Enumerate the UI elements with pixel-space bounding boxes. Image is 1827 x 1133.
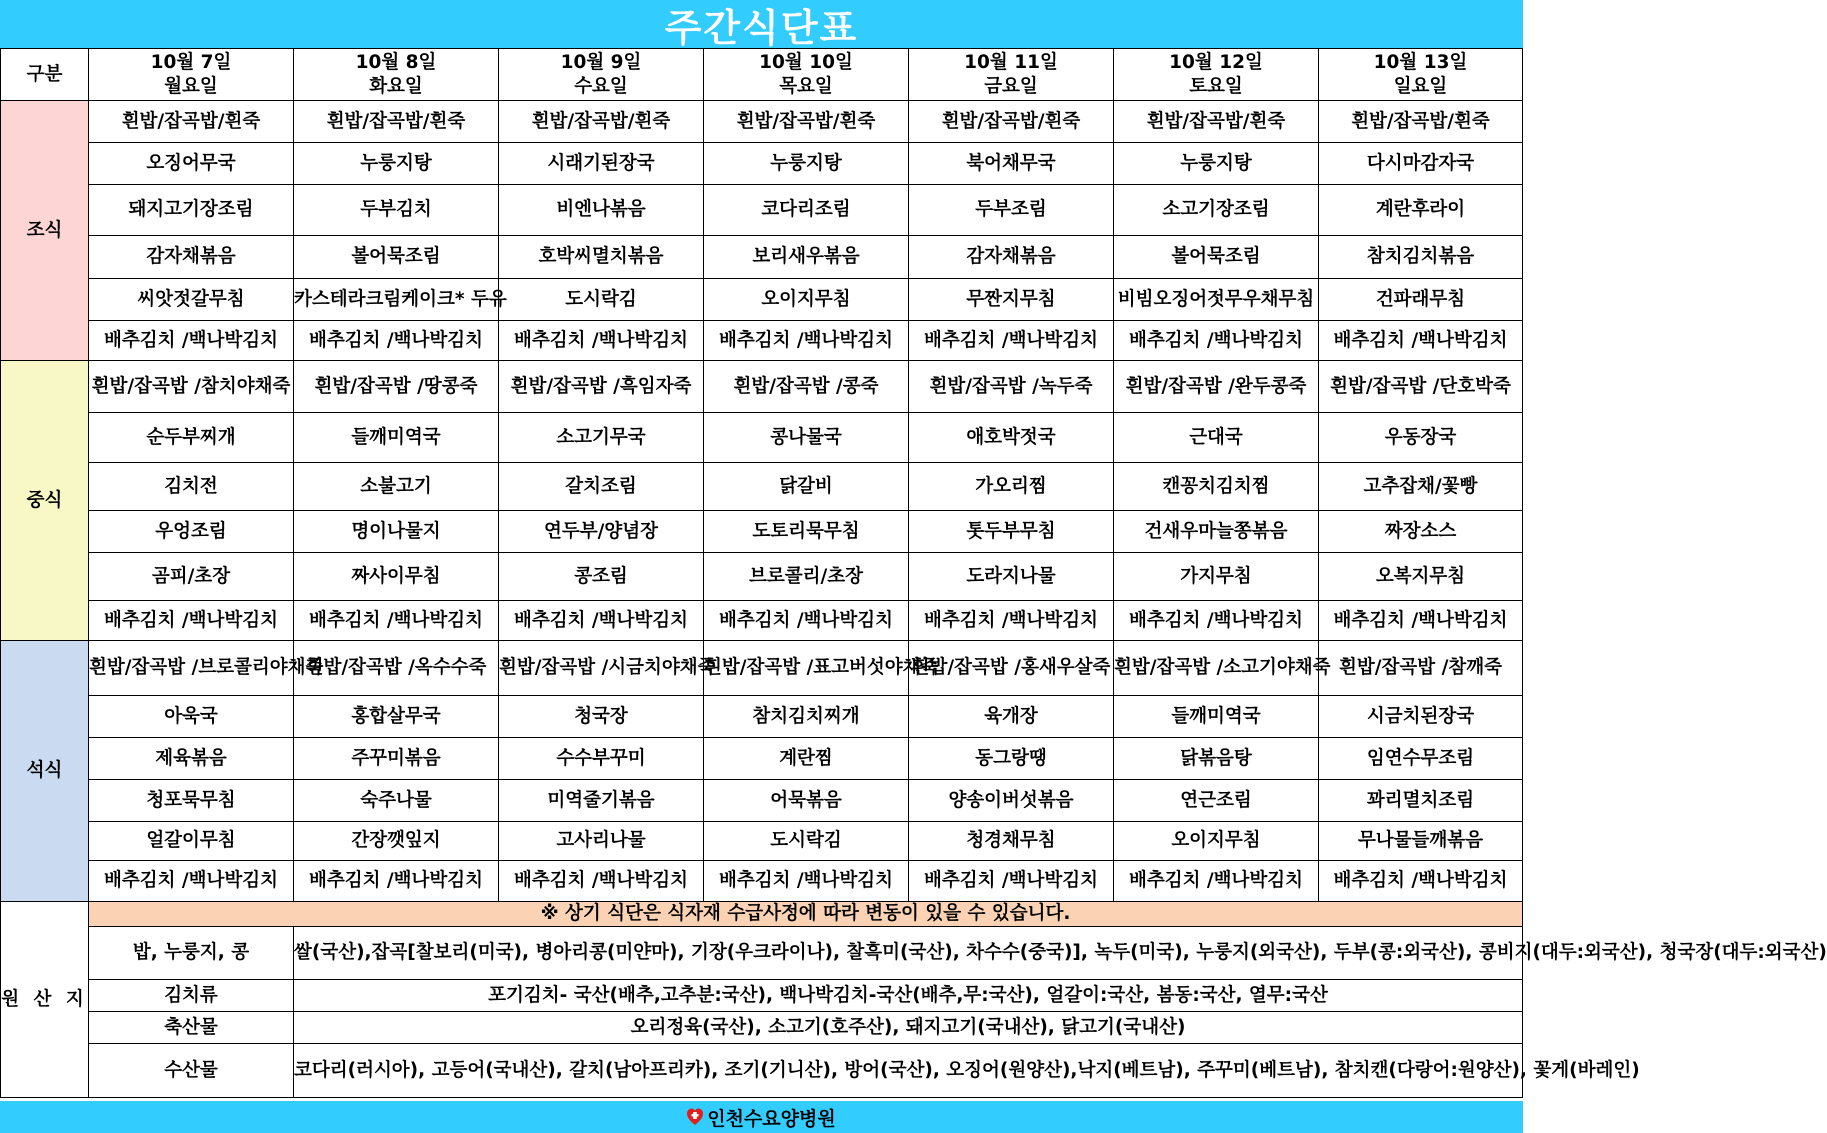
menu-item: 곰피/초장 bbox=[89, 553, 294, 601]
menu-item: 흰밥/잡곡밥 /녹두죽 bbox=[909, 361, 1114, 413]
menu-item: 배추김치 /백나박김치 bbox=[1319, 321, 1523, 361]
day-header-wed bbox=[499, 49, 704, 101]
menu-item: 청국장 bbox=[499, 696, 704, 738]
origin-label: 원 산 지 bbox=[1, 902, 89, 1098]
menu-item: 참치김치찌개 bbox=[704, 696, 909, 738]
menu-item: 청경채무침 bbox=[909, 822, 1114, 861]
menu-item: 누룽지탕 bbox=[294, 143, 499, 185]
menu-item: 배추김치 /백나박김치 bbox=[1319, 601, 1523, 641]
origin-category: 밥, 누룽지, 콩 bbox=[89, 927, 294, 980]
menu-item: 씨앗젓갈무침 bbox=[89, 279, 294, 321]
dinner-label: 석식 bbox=[1, 641, 89, 902]
dinner-row bbox=[1, 641, 1523, 696]
menu-item: 배추김치 /백나박김치 bbox=[89, 861, 294, 902]
menu-item: 흰밥/잡곡밥 /완두콩죽 bbox=[1114, 361, 1319, 413]
menu-item: 볼어묵조림 bbox=[1114, 236, 1319, 279]
day-header-tue bbox=[294, 49, 499, 101]
menu-item: 양송이버섯볶음 bbox=[909, 780, 1114, 822]
lunch-row bbox=[1, 553, 1523, 601]
menu-item: 배추김치 /백나박김치 bbox=[1319, 861, 1523, 902]
menu-item: 배추김치 /백나박김치 bbox=[294, 601, 499, 641]
menu-item: 도시락김 bbox=[704, 822, 909, 861]
date-label: 10월 11일 bbox=[964, 51, 1058, 73]
menu-item: 콩조림 bbox=[499, 553, 704, 601]
weekly-menu-table bbox=[0, 48, 1827, 1098]
menu-item: 흰밥/잡곡밥/흰죽 bbox=[89, 101, 294, 143]
dinner-row bbox=[1, 780, 1523, 822]
menu-item: 미역줄기볶음 bbox=[499, 780, 704, 822]
day-header-sun bbox=[1319, 49, 1523, 101]
origin-row bbox=[1, 927, 1523, 980]
menu-item: 두부조림 bbox=[909, 185, 1114, 236]
menu-item: 두부김치 bbox=[294, 185, 499, 236]
menu-item: 흰밥/잡곡밥 /옥수수죽 bbox=[294, 641, 499, 696]
menu-item: 흰밥/잡곡밥 /시금치야채죽 bbox=[499, 641, 704, 696]
menu-item: 비빔오징어젓무우채무침 bbox=[1114, 279, 1319, 321]
date-label: 10월 13일 bbox=[1373, 51, 1468, 73]
menu-item: 흰밥/잡곡밥 /단호박죽 bbox=[1319, 361, 1523, 413]
page-title: 주간식단표 bbox=[0, 0, 1523, 48]
breakfast-row bbox=[1, 101, 1523, 143]
menu-item: 호박씨멸치볶음 bbox=[499, 236, 704, 279]
menu-item: 참치김치볶음 bbox=[1319, 236, 1523, 279]
menu-item: 꽈리멸치조림 bbox=[1319, 780, 1523, 822]
menu-item: 짜장소스 bbox=[1319, 511, 1523, 553]
menu-item: 배추김치 /백나박김치 bbox=[704, 321, 909, 361]
lunch-label: 중식 bbox=[1, 361, 89, 641]
menu-item: 캔꽁치김치찜 bbox=[1114, 463, 1319, 511]
origin-row bbox=[1, 980, 1523, 1012]
date-label: 10월 8일 bbox=[355, 51, 437, 73]
menu-item: 아욱국 bbox=[89, 696, 294, 738]
menu-item: 배추김치 /백나박김치 bbox=[499, 601, 704, 641]
menu-item: 흰밥/잡곡밥/흰죽 bbox=[499, 101, 704, 143]
menu-item: 배추김치 /백나박김치 bbox=[294, 321, 499, 361]
origin-row bbox=[1, 1012, 1523, 1044]
menu-item: 흰밥/잡곡밥 /콩죽 bbox=[704, 361, 909, 413]
weekday-label: 월요일 bbox=[164, 75, 218, 97]
date-label: 10월 9일 bbox=[560, 51, 642, 73]
weekday-label: 토요일 bbox=[1189, 75, 1243, 97]
menu-item: 도토리묵무침 bbox=[704, 511, 909, 553]
day-header-thu bbox=[704, 49, 909, 101]
origin-detail: 오리정육(국산), 소고기(호주산), 돼지고기(국내산), 닭고기(국내산) bbox=[294, 1012, 1523, 1044]
menu-item: 흰밥/잡곡밥 /홍새우살죽 bbox=[909, 641, 1114, 696]
menu-item: 주꾸미볶음 bbox=[294, 738, 499, 780]
menu-item: 배추김치 /백나박김치 bbox=[499, 861, 704, 902]
menu-item: 누룽지탕 bbox=[1114, 143, 1319, 185]
menu-item: 배추김치 /백나박김치 bbox=[89, 601, 294, 641]
menu-item: 흰밥/잡곡밥/흰죽 bbox=[909, 101, 1114, 143]
origin-category: 축산물 bbox=[89, 1012, 294, 1044]
menu-item: 시래기된장국 bbox=[499, 143, 704, 185]
menu-item: 동그랑땡 bbox=[909, 738, 1114, 780]
menu-item: 명이나물지 bbox=[294, 511, 499, 553]
lunch-row bbox=[1, 511, 1523, 553]
menu-item: 건새우마늘쫑볶음 bbox=[1114, 511, 1319, 553]
menu-item: 브로콜리/초장 bbox=[704, 553, 909, 601]
menu-item: 누룽지탕 bbox=[704, 143, 909, 185]
menu-item: 어묵볶음 bbox=[704, 780, 909, 822]
menu-item: 흰밥/잡곡밥 /소고기야채죽 bbox=[1114, 641, 1319, 696]
menu-item: 소고기무국 bbox=[499, 413, 704, 463]
menu-item: 가지무침 bbox=[1114, 553, 1319, 601]
menu-item: 오복지무침 bbox=[1319, 553, 1523, 601]
menu-item: 고추잡채/꽃빵 bbox=[1319, 463, 1523, 511]
origin-detail: 포기김치- 국산(배추,고추분:국산), 백나박김치-국산(배추,무:국산), 얼갈이:국산, 봄동:국산, 열무:국산 bbox=[294, 980, 1523, 1012]
menu-item: 김치전 bbox=[89, 463, 294, 511]
weekday-label: 목요일 bbox=[779, 75, 833, 97]
menu-item: 돼지고기장조림 bbox=[89, 185, 294, 236]
menu-item: 소불고기 bbox=[294, 463, 499, 511]
menu-item: 배추김치 /백나박김치 bbox=[89, 321, 294, 361]
menu-item: 배추김치 /백나박김치 bbox=[1114, 321, 1319, 361]
menu-item: 배추김치 /백나박김치 bbox=[909, 321, 1114, 361]
menu-item: 흰밥/잡곡밥 /참깨죽 bbox=[1319, 641, 1523, 696]
breakfast-row bbox=[1, 236, 1523, 279]
hospital-name: 인천수요양병원 bbox=[707, 1107, 836, 1130]
header-row bbox=[1, 49, 1523, 101]
menu-item: 흰밥/잡곡밥 /참치야채죽 bbox=[89, 361, 294, 413]
menu-item: 비엔나볶음 bbox=[499, 185, 704, 236]
menu-item: 연근조림 bbox=[1114, 780, 1319, 822]
menu-item: 애호박젓국 bbox=[909, 413, 1114, 463]
menu-item: 배추김치 /백나박김치 bbox=[294, 861, 499, 902]
menu-item: 청포묵무침 bbox=[89, 780, 294, 822]
menu-item: 근대국 bbox=[1114, 413, 1319, 463]
day-header-mon bbox=[89, 49, 294, 101]
origin-detail: 쌀(국산),잡곡[찰보리(미국), 병아리콩(미얀마), 기장(우크라이나), 찰흑미(국산), 차수수(중국)], 녹두(미국), 누룽지(외국산), 두부(콩:외국산), 콩비지(대두:외국산), 청국장(대두:외국산) bbox=[294, 927, 1523, 980]
origin-row bbox=[1, 1044, 1523, 1098]
menu-item: 무나물들깨볶음 bbox=[1319, 822, 1523, 861]
menu-item: 도시락김 bbox=[499, 279, 704, 321]
menu-item: 배추김치 /백나박김치 bbox=[499, 321, 704, 361]
menu-item: 수수부꾸미 bbox=[499, 738, 704, 780]
weekday-label: 수요일 bbox=[574, 75, 628, 97]
menu-item: 고사리나물 bbox=[499, 822, 704, 861]
menu-item: 시금치된장국 bbox=[1319, 696, 1523, 738]
menu-item: 배추김치 /백나박김치 bbox=[1114, 861, 1319, 902]
menu-item: 가오리찜 bbox=[909, 463, 1114, 511]
menu-item: 오징어무국 bbox=[89, 143, 294, 185]
origin-category: 수산물 bbox=[89, 1044, 294, 1098]
menu-item: 임연수무조림 bbox=[1319, 738, 1523, 780]
menu-item: 카스테라크림케이크* 두유 bbox=[294, 279, 499, 321]
menu-item: 콩나물국 bbox=[704, 413, 909, 463]
weekday-label: 화요일 bbox=[369, 75, 423, 97]
menu-item: 계란찜 bbox=[704, 738, 909, 780]
menu-change-notice: ※ 상기 식단은 식자재 수급사정에 따라 변동이 있을 수 있습니다. bbox=[89, 902, 1523, 927]
menu-item: 코다리조림 bbox=[704, 185, 909, 236]
menu-item: 무짠지무침 bbox=[909, 279, 1114, 321]
menu-item: 흰밥/잡곡밥/흰죽 bbox=[294, 101, 499, 143]
menu-item: 오이지무침 bbox=[1114, 822, 1319, 861]
menu-item: 우동장국 bbox=[1319, 413, 1523, 463]
menu-item: 흰밥/잡곡밥 /흑임자죽 bbox=[499, 361, 704, 413]
day-header-fri bbox=[909, 49, 1114, 101]
menu-item: 들깨미역국 bbox=[294, 413, 499, 463]
date-label: 10월 10일 bbox=[759, 51, 853, 73]
menu-item: 흰밥/잡곡밥/흰죽 bbox=[1319, 101, 1523, 143]
lunch-row bbox=[1, 601, 1523, 641]
menu-item: 흰밥/잡곡밥 /땅콩죽 bbox=[294, 361, 499, 413]
menu-item: 닭볶음탕 bbox=[1114, 738, 1319, 780]
menu-item: 배추김치 /백나박김치 bbox=[909, 861, 1114, 902]
menu-item: 톳두부무침 bbox=[909, 511, 1114, 553]
dinner-row bbox=[1, 696, 1523, 738]
breakfast-label: 조식 bbox=[1, 101, 89, 361]
menu-item: 홍합살무국 bbox=[294, 696, 499, 738]
hospital-heart-logo-icon bbox=[687, 1108, 703, 1126]
breakfast-row bbox=[1, 279, 1523, 321]
menu-item: 흰밥/잡곡밥/흰죽 bbox=[1114, 101, 1319, 143]
menu-item: 간장깻잎지 bbox=[294, 822, 499, 861]
lunch-row bbox=[1, 361, 1523, 413]
notice-row bbox=[1, 902, 1523, 927]
menu-item: 소고기장조림 bbox=[1114, 185, 1319, 236]
menu-item: 볼어묵조림 bbox=[294, 236, 499, 279]
menu-item: 육개장 bbox=[909, 696, 1114, 738]
breakfast-row bbox=[1, 185, 1523, 236]
menu-item: 감자채볶음 bbox=[89, 236, 294, 279]
menu-item: 감자채볶음 bbox=[909, 236, 1114, 279]
menu-item: 갈치조림 bbox=[499, 463, 704, 511]
menu-item: 제육볶음 bbox=[89, 738, 294, 780]
origin-category: 김치류 bbox=[89, 980, 294, 1012]
date-label: 10월 7일 bbox=[150, 51, 232, 73]
menu-item: 보리새우볶음 bbox=[704, 236, 909, 279]
menu-item: 짜사이무침 bbox=[294, 553, 499, 601]
menu-item: 연두부/양념장 bbox=[499, 511, 704, 553]
lunch-row bbox=[1, 413, 1523, 463]
dinner-row bbox=[1, 822, 1523, 861]
weekday-label: 일요일 bbox=[1393, 75, 1448, 97]
menu-item: 닭갈비 bbox=[704, 463, 909, 511]
menu-item: 도라지나물 bbox=[909, 553, 1114, 601]
menu-item: 다시마감자국 bbox=[1319, 143, 1523, 185]
menu-item: 흰밥/잡곡밥 /표고버섯야채죽 bbox=[704, 641, 909, 696]
day-header-sat bbox=[1114, 49, 1319, 101]
menu-item: 건파래무침 bbox=[1319, 279, 1523, 321]
menu-item: 흰밥/잡곡밥 /브로콜리야채죽 bbox=[89, 641, 294, 696]
menu-item: 배추김치 /백나박김치 bbox=[704, 601, 909, 641]
dinner-row bbox=[1, 738, 1523, 780]
menu-item: 얼갈이무침 bbox=[89, 822, 294, 861]
footer bbox=[0, 1101, 1523, 1133]
menu-item: 배추김치 /백나박김치 bbox=[909, 601, 1114, 641]
date-label: 10월 12일 bbox=[1169, 51, 1263, 73]
category-header: 구분 bbox=[1, 49, 89, 101]
menu-item: 숙주나물 bbox=[294, 780, 499, 822]
weekday-label: 금요일 bbox=[984, 75, 1038, 97]
menu-item: 우엉조림 bbox=[89, 511, 294, 553]
menu-item: 북어채무국 bbox=[909, 143, 1114, 185]
breakfast-row bbox=[1, 321, 1523, 361]
origin-detail: 코다리(러시아), 고등어(국내산), 갈치(남아프리카), 조기(기니산), 방어(국산), 오징어(원양산),낙지(베트남), 주꾸미(베트남), 참치캔(다랑어:원양산), 꽃게(바레인) bbox=[294, 1044, 1523, 1098]
menu-item: 배추김치 /백나박김치 bbox=[704, 861, 909, 902]
menu-item: 계란후라이 bbox=[1319, 185, 1523, 236]
breakfast-row bbox=[1, 143, 1523, 185]
menu-item: 순두부찌개 bbox=[89, 413, 294, 463]
menu-item: 오이지무침 bbox=[704, 279, 909, 321]
lunch-row bbox=[1, 463, 1523, 511]
menu-item: 흰밥/잡곡밥/흰죽 bbox=[704, 101, 909, 143]
menu-item: 들깨미역국 bbox=[1114, 696, 1319, 738]
menu-item: 배추김치 /백나박김치 bbox=[1114, 601, 1319, 641]
dinner-row bbox=[1, 861, 1523, 902]
